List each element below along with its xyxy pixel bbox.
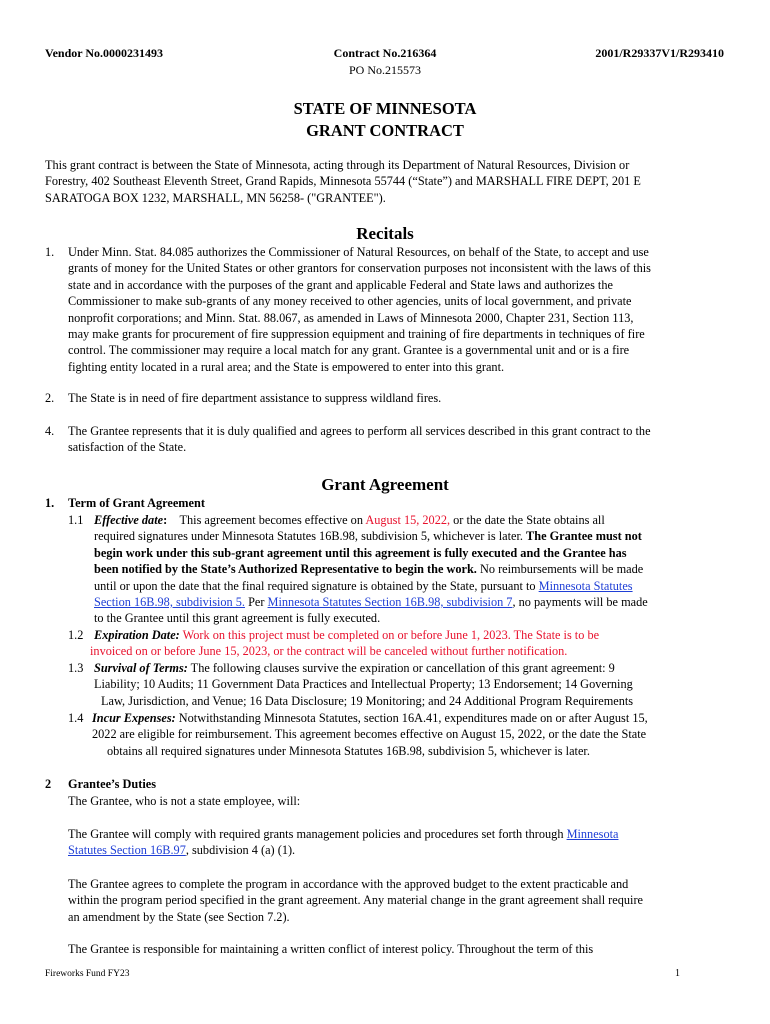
incur-expenses-label: Incur Expenses: bbox=[92, 711, 176, 725]
statute-link[interactable]: Minnesota Statutes Section 16B.98, subdivision 7 bbox=[267, 595, 513, 610]
recital-number: 1. bbox=[45, 245, 55, 259]
subsection-1-1: Effective date: This agreement becomes effective on August 15, 2022, or the date the State obtains all required signatures under Minnesota Statutes 16B.98, subdivision 5, whichever is later. The Grantee must not begin work under this sub-grant agreement until this agreement is fully executed and the Grantee has been notified by the State’s Authorized Representative to begin the work. No reimbursements will be made until or upon the date that the final required signature is obtained by the State, pursuant to Minnesota Statutes Section 16B.98, subdivision 5. Per Minnesota Statutes Section 16B.98, subdivision 7, no payments will be made to the Grantee until this grant agreement is fully executed. bbox=[94, 513, 648, 626]
recital-item: The State is in need of fire department assistance to suppress wildland fires. bbox=[68, 391, 442, 405]
grantee-duties-paragraph: The Grantee agrees to complete the program in accordance with the approved budget to the extent practicable and within the program period specified in the grant agreement. Any material change in the grant agreement shall require an amendment by the State (see Section 7.2). bbox=[68, 877, 644, 924]
statute-link[interactable]: Minnesota bbox=[566, 827, 619, 841]
title-line-2: GRANT CONTRACT bbox=[306, 121, 464, 140]
recital-number: 2. bbox=[45, 391, 55, 405]
subsection-1-4: Incur Expenses: Notwithstanding Minnesota Statutes, section 16A.41, expenditures made on or after August 15, 2022 are eligible for reimbursement. This agreement becomes effective on August 15, 2022, or the date the State obtains all required signatures under Minnesota Statutes 16B.98, subdivision 5, whichever is later. bbox=[92, 711, 648, 758]
title-line-1: STATE OF MINNESOTA bbox=[293, 99, 477, 118]
effective-date-label: Effective date bbox=[94, 513, 164, 527]
subsection-number: 1.2 bbox=[68, 628, 84, 642]
effective-date-value: August 15, 2022, bbox=[365, 513, 451, 527]
reference-number: 2001/R29337V1/R293410 bbox=[595, 46, 724, 60]
subsection-number: 1.4 bbox=[68, 711, 84, 725]
grant-agreement-heading: Grant Agreement bbox=[321, 475, 449, 494]
intro-paragraph: This grant contract is between the State of Minnesota, acting through its Department of Natural Resources, Division or Forestry, 402 Southeast Eleventh Street, Grand Rapids, Minnesota 55744 (“State”) and MARSHALL FIRE DEPT, 201 E SARATOGA BOX 1232, MARSHALL, MN 56258- ("GRANTEE"). bbox=[45, 158, 641, 205]
section-number: 2 bbox=[45, 777, 52, 791]
page-title bbox=[0, 98, 770, 142]
section-number: 1. bbox=[45, 496, 55, 510]
grantee-duties-paragraph: The Grantee will comply with required grants management policies and procedures set forth through Minnesota Statutes Section 16B.97, subdivision 4 (a) (1). bbox=[68, 827, 619, 858]
grantee-duties-intro: The Grantee, who is not a state employee, will: bbox=[68, 794, 301, 808]
statute-link[interactable]: Section 16B.98, subdivision 5. bbox=[94, 595, 245, 610]
page-number: 1 bbox=[675, 968, 680, 979]
vendor-number: Vendor No.0000231493 bbox=[45, 46, 164, 60]
contract-number: Contract No.216364 bbox=[333, 46, 437, 60]
statute-link[interactable]: Statutes Section 16B.97 bbox=[68, 843, 186, 858]
section-title: Term of Grant Agreement bbox=[68, 496, 205, 510]
recital-number: 4. bbox=[45, 424, 55, 438]
grantee-duties-paragraph: The Grantee is responsible for maintaining a written conflict of interest policy. Throughout the term of this bbox=[68, 942, 594, 956]
recitals-heading: Recitals bbox=[356, 224, 414, 243]
subsection-number: 1.3 bbox=[68, 661, 84, 675]
subsection-number: 1.1 bbox=[68, 513, 84, 527]
po-number: PO No.215573 bbox=[348, 63, 421, 77]
recital-item: Under Minn. Stat. 84.085 authorizes the Commissioner of Natural Resources, on behalf of the State, to accept and use grants of money for the United States or other grantors for conservation purposes not inconsistent with the laws of this state and in accordance with the purposes of the grant and applicable Federal and State laws and authorizes the Commissioner to make sub-grants of any money received to other agencies, units of local government, and private nonprofit corporations; and Minn. Stat. 88.067, as amended in Laws of Minnesota 2000, Chapter 231, Section 113, may make grants for procurement of fire suppression equipment and training of fire departments in techniques of fire control. The commissioner may require a local match for any grant. Grantee is a governmental unit and or is a fire fighting entity located in a rural area; and the State is empowered to enter into this grant. bbox=[68, 245, 651, 374]
section-title: Grantee’s Duties bbox=[68, 777, 156, 791]
subsection-1-3: Survival of Terms: The following clauses survive the expiration or cancellation of this grant agreement: 9 Liability; 10 Audits; 11 Government Data Practices and Intellectual Property; 13 Endorsement; 14 Governing Law, Jurisdiction, and Venue; 16 Data Disclosure; 19 Monitoring; and 24 Additional Program Requirements bbox=[94, 661, 634, 708]
survival-of-terms-label: Survival of Terms: bbox=[94, 661, 188, 675]
recital-item: The Grantee represents that it is duly qualified and agrees to perform all services described in this grant contract to the satisfaction of the State. bbox=[68, 424, 651, 455]
statute-link[interactable]: Minnesota Statutes bbox=[538, 578, 633, 593]
expiration-date-label: Expiration Date: bbox=[94, 628, 180, 642]
subsection-1-2: Expiration Date: Work on this project must be completed on or before June 1, 2023. The State is to be invoiced on or before June 15, 2023, or the contract will be canceled without further notification. bbox=[90, 628, 600, 659]
footer-label: Fireworks Fund FY23 bbox=[45, 969, 130, 979]
